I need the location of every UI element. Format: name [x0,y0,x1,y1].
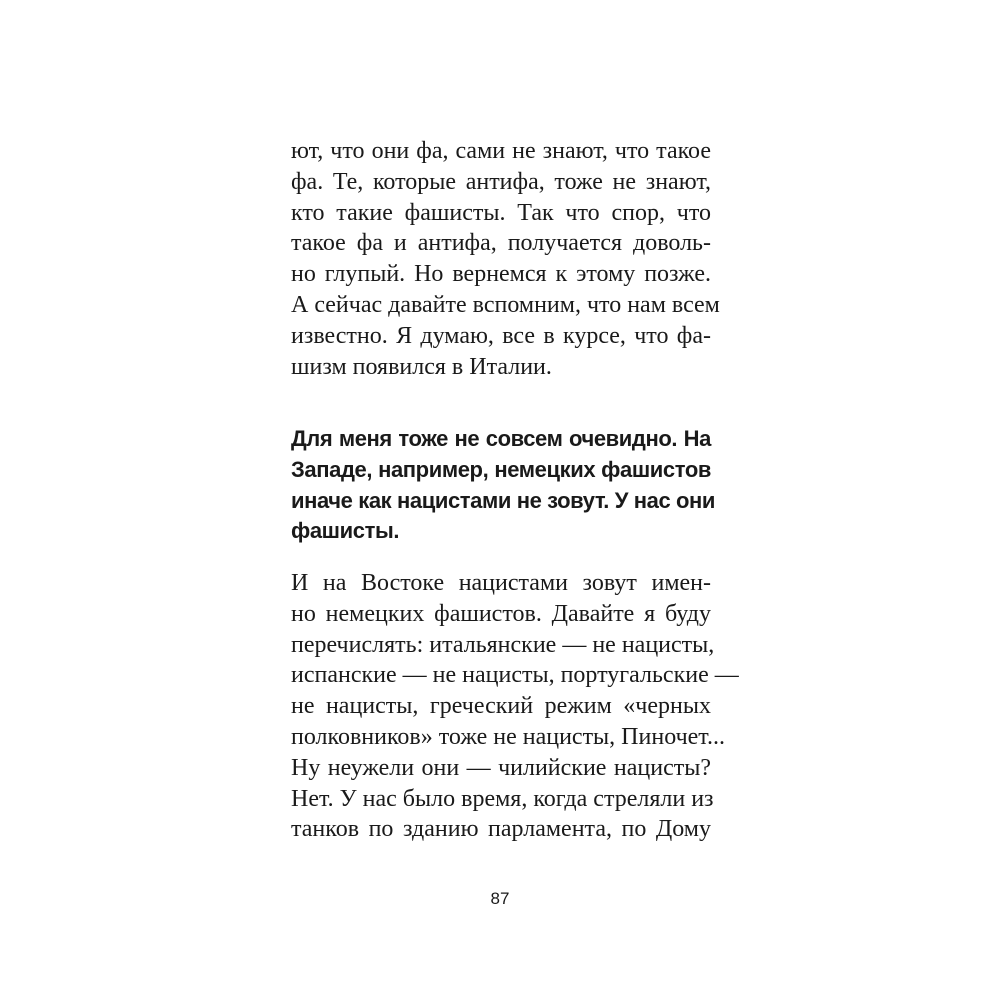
text-line: фа. Те, которые антифа, тоже не знают, [291,168,711,195]
page-number: 87 [490,889,510,908]
question-line: Западе, например, немецких фашистов [291,456,711,482]
answer-paragraph-2 [291,568,739,845]
text-line: не нацисты, греческий режим «черных [291,693,711,720]
text-line: такое фа и антифа, получается доволь- [291,230,711,257]
answer-paragraph-1 [291,136,720,382]
text-line: но глупый. Но вернемся к этому позже. [291,261,711,288]
text-line: И на Востоке нацистами зовут имен- [291,570,711,596]
text-line: но немецких фашистов. Давайте я буду [291,600,711,627]
text-line: А сейчас давайте вспомним, что нам всем [291,291,720,318]
text-line: Ну неужели они — чилийские нацисты? [291,754,711,781]
text-line: испанские — не нацисты, португальские — [291,662,739,689]
text-line: шизм появился в Италии. [291,353,552,380]
question-line: иначе как нацистами не зовут. У нас они [291,487,716,513]
text-line: кто такие фашисты. Так что спор, что [291,199,711,226]
text-line: танков по зданию парламента, по Дому [291,816,711,843]
question-line: Для меня тоже не совсем очевидно. На [291,426,711,451]
text-line: перечислять: итальянские — не нацисты, [291,631,715,658]
text-line: ют, что они фа, сами не знают, что такое [291,138,711,164]
question-line: фашисты. [291,518,400,544]
text-line: Нет. У нас было время, когда стреляли из [291,785,714,812]
text-line: известно. Я думаю, все в курсе, что фа- [291,322,711,349]
interviewer-question [291,424,716,547]
text-line: полковников» тоже не нацисты, Пиночет... [291,723,725,750]
